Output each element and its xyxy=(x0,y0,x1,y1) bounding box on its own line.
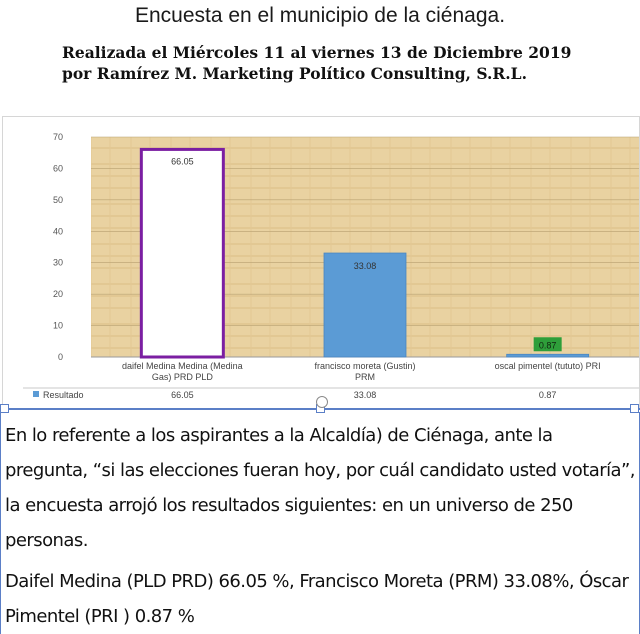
category-label: daifel Medina Medina (Medina Gas) PRD PLD xyxy=(122,361,243,382)
y-tick-label: 60 xyxy=(52,163,63,174)
data-label: 0.87 xyxy=(538,340,557,351)
category-label: oscal pimentel (tututo) PRI xyxy=(494,361,601,371)
y-tick-label: 10 xyxy=(52,320,63,331)
chart-container[interactable] xyxy=(2,116,640,410)
y-tick-label: 30 xyxy=(52,257,63,268)
category-label: francisco moreta (Gustin) PRM xyxy=(314,361,416,382)
rotate-handle-icon[interactable] xyxy=(316,396,328,408)
table-value: 66.05 xyxy=(171,390,194,400)
y-tick-label: 0 xyxy=(57,352,63,362)
survey-subtitle: Realizada el Miércoles 11 al viernes 13 de Diciembre 2019 por Ramírez M. Marketing Político Consulting, S.R.L. xyxy=(62,43,572,83)
table-value: 33.08 xyxy=(353,390,377,400)
bar-chart xyxy=(3,117,639,409)
y-tick-label: 70 xyxy=(52,132,63,142)
bar-1 xyxy=(141,149,223,357)
text-box[interactable] xyxy=(0,412,640,634)
y-tick-label: 40 xyxy=(52,226,63,237)
legend-key xyxy=(33,391,39,397)
table-value: 0.87 xyxy=(538,390,557,400)
results-paragraph: Daifel Medina (PLD PRD) 66.05 %, Francisco Moreta (PRM) 33.08%, Óscar Pimentel (PRI ) 0.87 % xyxy=(5,571,629,627)
bar-3 xyxy=(507,354,589,357)
data-label: 33.08 xyxy=(353,261,377,272)
legend-series-name: Resultado xyxy=(43,390,84,400)
y-tick-label: 20 xyxy=(52,289,63,300)
data-label: 66.05 xyxy=(171,156,194,167)
y-tick-label: 50 xyxy=(52,194,63,205)
survey-paragraph: En lo referente a los aspirantes a la Alcaldía) de Ciénaga, ante la pregunta, “si las elecciones fueran hoy, por cuál candidato usted votaría”, la encuesta arrojó los resultados siguientes: en un universo de 250 personas. xyxy=(5,425,635,551)
page-title: Encuesta en el municipio de la ciénaga. xyxy=(134,4,506,27)
